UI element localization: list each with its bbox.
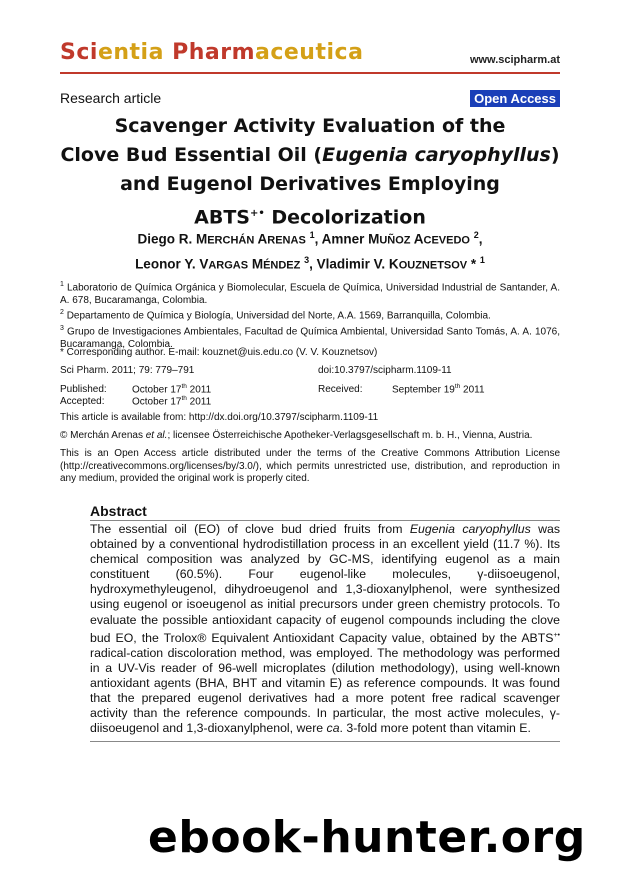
affiliation-2 <box>60 307 560 323</box>
abstract-divider-bottom <box>90 741 560 742</box>
affiliation-2-text: Departamento de Química y Biología, Universidad del Norte, A.A. 1569, Barranquilla, Colombia. <box>66 310 491 322</box>
header-divider <box>60 72 560 74</box>
copyright-post: ; licensee Österreichische Apotheker-Verlagsgesellschaft m. b. H., Vienna, Austria. <box>167 430 533 441</box>
affiliation-1-text: Laboratorio de Química Orgánica y Biomolecular, Escuela de Química, Universidad Industrial de Santander, A. A. 678, Bucaramanga, Colombia. <box>60 282 560 306</box>
open-access-badge: Open Access <box>470 90 560 107</box>
author-2-sc2: CEVEDO <box>423 234 470 247</box>
affiliations <box>60 279 560 351</box>
published-sup: th <box>181 383 187 390</box>
license-notice: This is an Open Access article distributed under the terms of the Creative Commons Attribution License (http://creativecommons.org/licenses/by/3.0/), which permits unrestricted use, distribution, and reproduction in any medium, provided the original work is properly cited. <box>60 448 560 484</box>
species-name: Eugenia caryophyllus <box>322 144 551 166</box>
title-line-2-pre: Clove Bud Essential Oil ( <box>60 144 323 166</box>
corresponding-author: * Corresponding author. E-mail: kouznet@uis.edu.co (V. V. Kouznetsov) <box>60 347 378 358</box>
published-year: 2011 <box>186 384 212 396</box>
logo-part-pharm: Pharm <box>172 40 255 65</box>
published-value: October 17 <box>132 384 182 396</box>
abstract-text <box>90 522 560 736</box>
abstract-heading: Abstract <box>90 503 147 519</box>
author-4-first: , Vladimir V. K <box>309 256 399 271</box>
watermark: ebook-hunter.org <box>148 812 586 863</box>
author-4-star: * <box>467 256 477 271</box>
received-date <box>318 381 485 396</box>
received-year: 2011 <box>460 384 485 396</box>
abstract-part-4: . 3-fold more potent than vitamin E. <box>339 721 531 736</box>
author-2-sp: A <box>410 231 424 247</box>
logo-part-aceutica: aceutica <box>255 40 364 65</box>
author-1-sc2: RENAS <box>267 234 306 247</box>
author-2-sc1: UÑOZ <box>379 234 411 247</box>
affiliation-1 <box>60 279 560 307</box>
accepted-label: Accepted: <box>60 396 105 408</box>
author-3-sc2: ÉNDEZ <box>263 259 301 271</box>
author-3-sc1: ARGAS <box>208 259 249 271</box>
article-title <box>60 112 560 232</box>
abstract-ca: ca <box>326 721 340 736</box>
author-list <box>60 226 560 275</box>
citation: Sci Pharm. 2011; 79: 779–791 <box>60 365 195 376</box>
accepted-sup: th <box>181 395 187 402</box>
title-abts: ABTS <box>194 206 250 229</box>
author-1-first: Diego R. M <box>137 231 208 247</box>
article-type: Research article <box>60 90 162 106</box>
accepted-date <box>60 393 211 408</box>
author-4-sc1: OUZNETSOV <box>398 259 468 271</box>
affiliation-3-num: 3 <box>60 325 64 333</box>
journal-logo <box>60 40 363 65</box>
author-2-affil: 2 <box>473 230 479 240</box>
author-3-affil: 3 <box>304 254 310 265</box>
logo-part-entia: entia <box>97 40 173 65</box>
accepted-year: 2011 <box>186 396 212 408</box>
title-line-1: Scavenger Activity Evaluation of the <box>114 115 506 137</box>
affiliation-1-num: 1 <box>60 281 64 288</box>
author-3-first: Leonor Y. V <box>135 256 209 271</box>
abstract-abts-charge: +• <box>553 631 560 639</box>
title-abts-charge: +• <box>249 208 265 219</box>
page-header <box>60 40 560 72</box>
title-line-4-post: Decolorization <box>264 206 426 229</box>
author-1-sc1: ERCHÁN <box>207 234 255 247</box>
copyright-etal: et al. <box>145 430 168 441</box>
affiliation-3-text: Grupo de Investigaciones Ambientales, Facultad de Química Ambiental, Universidad Santo Tomás, A. A. 1076, Bucaramanga, Colombia. <box>60 326 561 350</box>
author-4-affil: 1 <box>479 254 485 265</box>
journal-url[interactable]: www.scipharm.at <box>469 54 560 66</box>
author-2-first: , Amner M <box>314 231 380 247</box>
author-1-affil: 1 <box>309 230 315 240</box>
abstract-part-1: The essential oil (EO) of clove bud dried fruits from <box>90 522 410 536</box>
author-3-sp: M <box>248 256 264 271</box>
author-line-2 <box>60 251 560 276</box>
published-label: Published: <box>60 384 107 396</box>
abstract-divider-top <box>90 520 560 521</box>
available-from: This article is available from: http://dx.doi.org/10.3797/scipharm.1109-11 <box>60 412 379 423</box>
received-value: September 19 <box>392 384 455 396</box>
copyright-pre: © Merchán Arenas <box>60 430 146 441</box>
accepted-value: October 17 <box>132 396 182 408</box>
abstract-part-3: radical-cation discoloration method, was employed. The methodology was performed in a UV-Vis reader of 96-well microplates (dilution methodology), using well-known antioxidant agents (BHA, BHT and vitamin E) as reference compounds. It was found that the prepared eugenol derivatives had a more potent free radical scavenger activity than the reference compounds. In particular, the most active molecules, γ-diisoeugenol and 1,3-dioxanylphenol, were <box>90 645 560 736</box>
title-line-2-post: ) <box>550 144 560 166</box>
title-line-3: and Eugenol Derivatives Employing <box>120 173 500 195</box>
abstract-species: Eugenia caryophyllus <box>409 522 531 536</box>
affiliation-2-num: 2 <box>60 309 64 317</box>
received-label: Received: <box>318 384 363 396</box>
author-line-1 <box>60 226 560 251</box>
author-1-sp: A <box>254 231 268 247</box>
abstract-part-2: was obtained by a conventional hydrodistillation process in an excellent yield (11.7 %). Its chemical composition was analyzed by GC-MS, identifying eugenol as a main constituent (60.5%). Four eugenol-like molecules, γ-diisoeugenol, hydroxymethyleugenol, dihydroeugenol and 1,3-dioxanylphenol, were synthesized using eugenol or isoeugenol as initial precursors under green chemistry protocols. To evaluate the possible antioxidant capacity of eugenol compounds including the clove bud EO, the Trolox® Equivalent Antioxidant Capacity value, obtained by the ABTS <box>90 522 560 645</box>
received-sup: th <box>454 383 461 390</box>
doi[interactable]: doi:10.3797/scipharm.1109-11 <box>318 365 452 376</box>
logo-part-sci: Sci <box>60 40 98 65</box>
title-line-2 <box>60 141 560 170</box>
copyright-notice <box>60 430 560 443</box>
author-2-comma: , <box>478 231 483 247</box>
